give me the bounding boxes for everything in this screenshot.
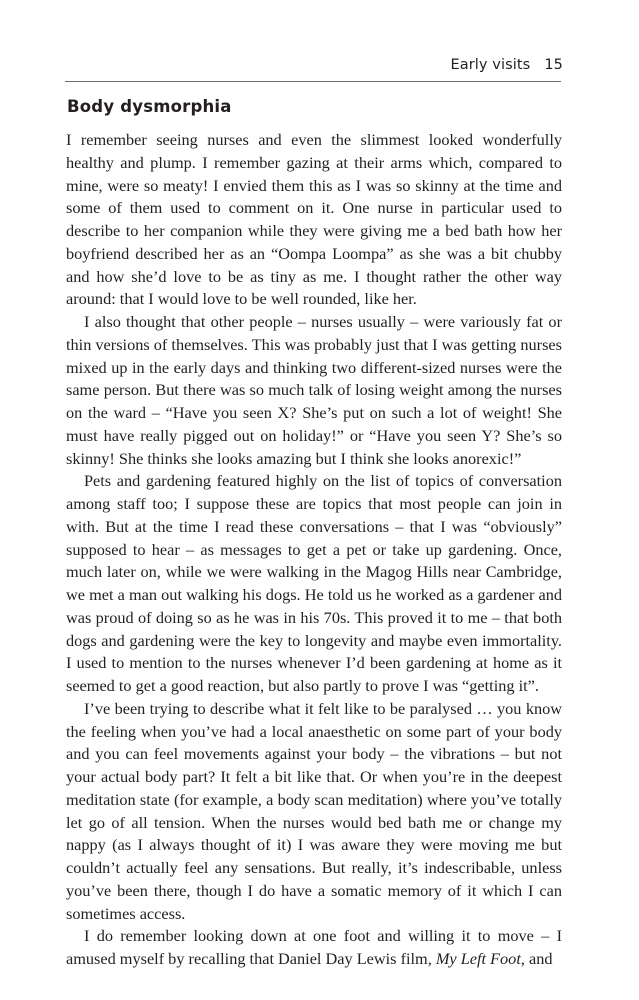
paragraph-text: , and <box>520 949 553 968</box>
paragraph-last <box>66 925 562 971</box>
paragraph: Pets and gardening featured highly on the list of topics of conversation among staff too; I suppose these are topics that most people can join in with. But at the time I read these conversations – that I was “obviously” supposed to hear – as messages to get a pet or take up gardening. Once, much later on, while we were walking in the Magog Hills near Cambridge, we met a man out walking his dogs. He told us he worked as a gardener and was proud of doing so as he was in his 70s. This proved it to me – that both dogs and gardening were the key to longevity and maybe even immortality. I used to mention to the nurses whenever I’d been gardening at home as it seemed to get a good reaction, but also partly to prove I was “getting it”. <box>66 471 562 695</box>
running-head <box>450 57 563 73</box>
paragraph: I remember seeing nurses and even the slimmest looked wonderfully healthy and plump. I remember gazing at their arms which, compared to mine, were so meaty! I envied them this as I was so skinny at the time and some of them used to comment on it. One nurse in particular used to describe to her companion while they were giving me a bed bath how her boyfriend described her as an “Oompa Loompa” as she was a bit chubby and how she’d love to be as tiny as me. I thought rather the other way around: that I would love to be well rounded, like her. <box>66 130 562 309</box>
film-title: My Left Foot <box>435 949 521 968</box>
paragraph: I also thought that other people – nurses usually – were variously fat or thin versions of themselves. This was probably just that I was getting nurses mixed up in the early days and thinking two different-sized nurses were the same person. But there was so much talk of losing weight among the nurses on the ward – “Have you seen X? She’s put on such a lot of weight! She must have really pigged out on holiday!” or “Have you seen Y? She’s so skinny! She thinks she looks amazing but I think she looks anorexic!” <box>66 312 562 468</box>
page-number: 15 <box>544 57 563 73</box>
paragraph: I’ve been trying to describe what it felt like to be paralysed … you know the feeling when you’ve had a local anaesthetic on some part of your body and you can feel movements against your body – the vibrations – but not your actual body part? It felt a bit like that. Or when you’re in the deepest meditation state (for example, a body scan meditation) where you’ve totally let go of all tension. When the nurses would bed bath me or change my nappy (as I always thought of it) I was aware they were moving me but couldn’t actually feel any sensations. But really, it’s indescribable, unless you’ve been there, though I do have a somatic memory of it which I can sometimes access. <box>66 698 562 923</box>
running-head-title: Early visits <box>450 57 531 73</box>
paragraph-text: I do remember looking down at one foot and willing it to move – I amused myself by recalling that Daniel Day Lewis film, <box>66 926 562 968</box>
header-rule <box>65 81 561 82</box>
section-heading: Body dysmorphia <box>67 97 232 116</box>
body-text <box>66 129 562 971</box>
